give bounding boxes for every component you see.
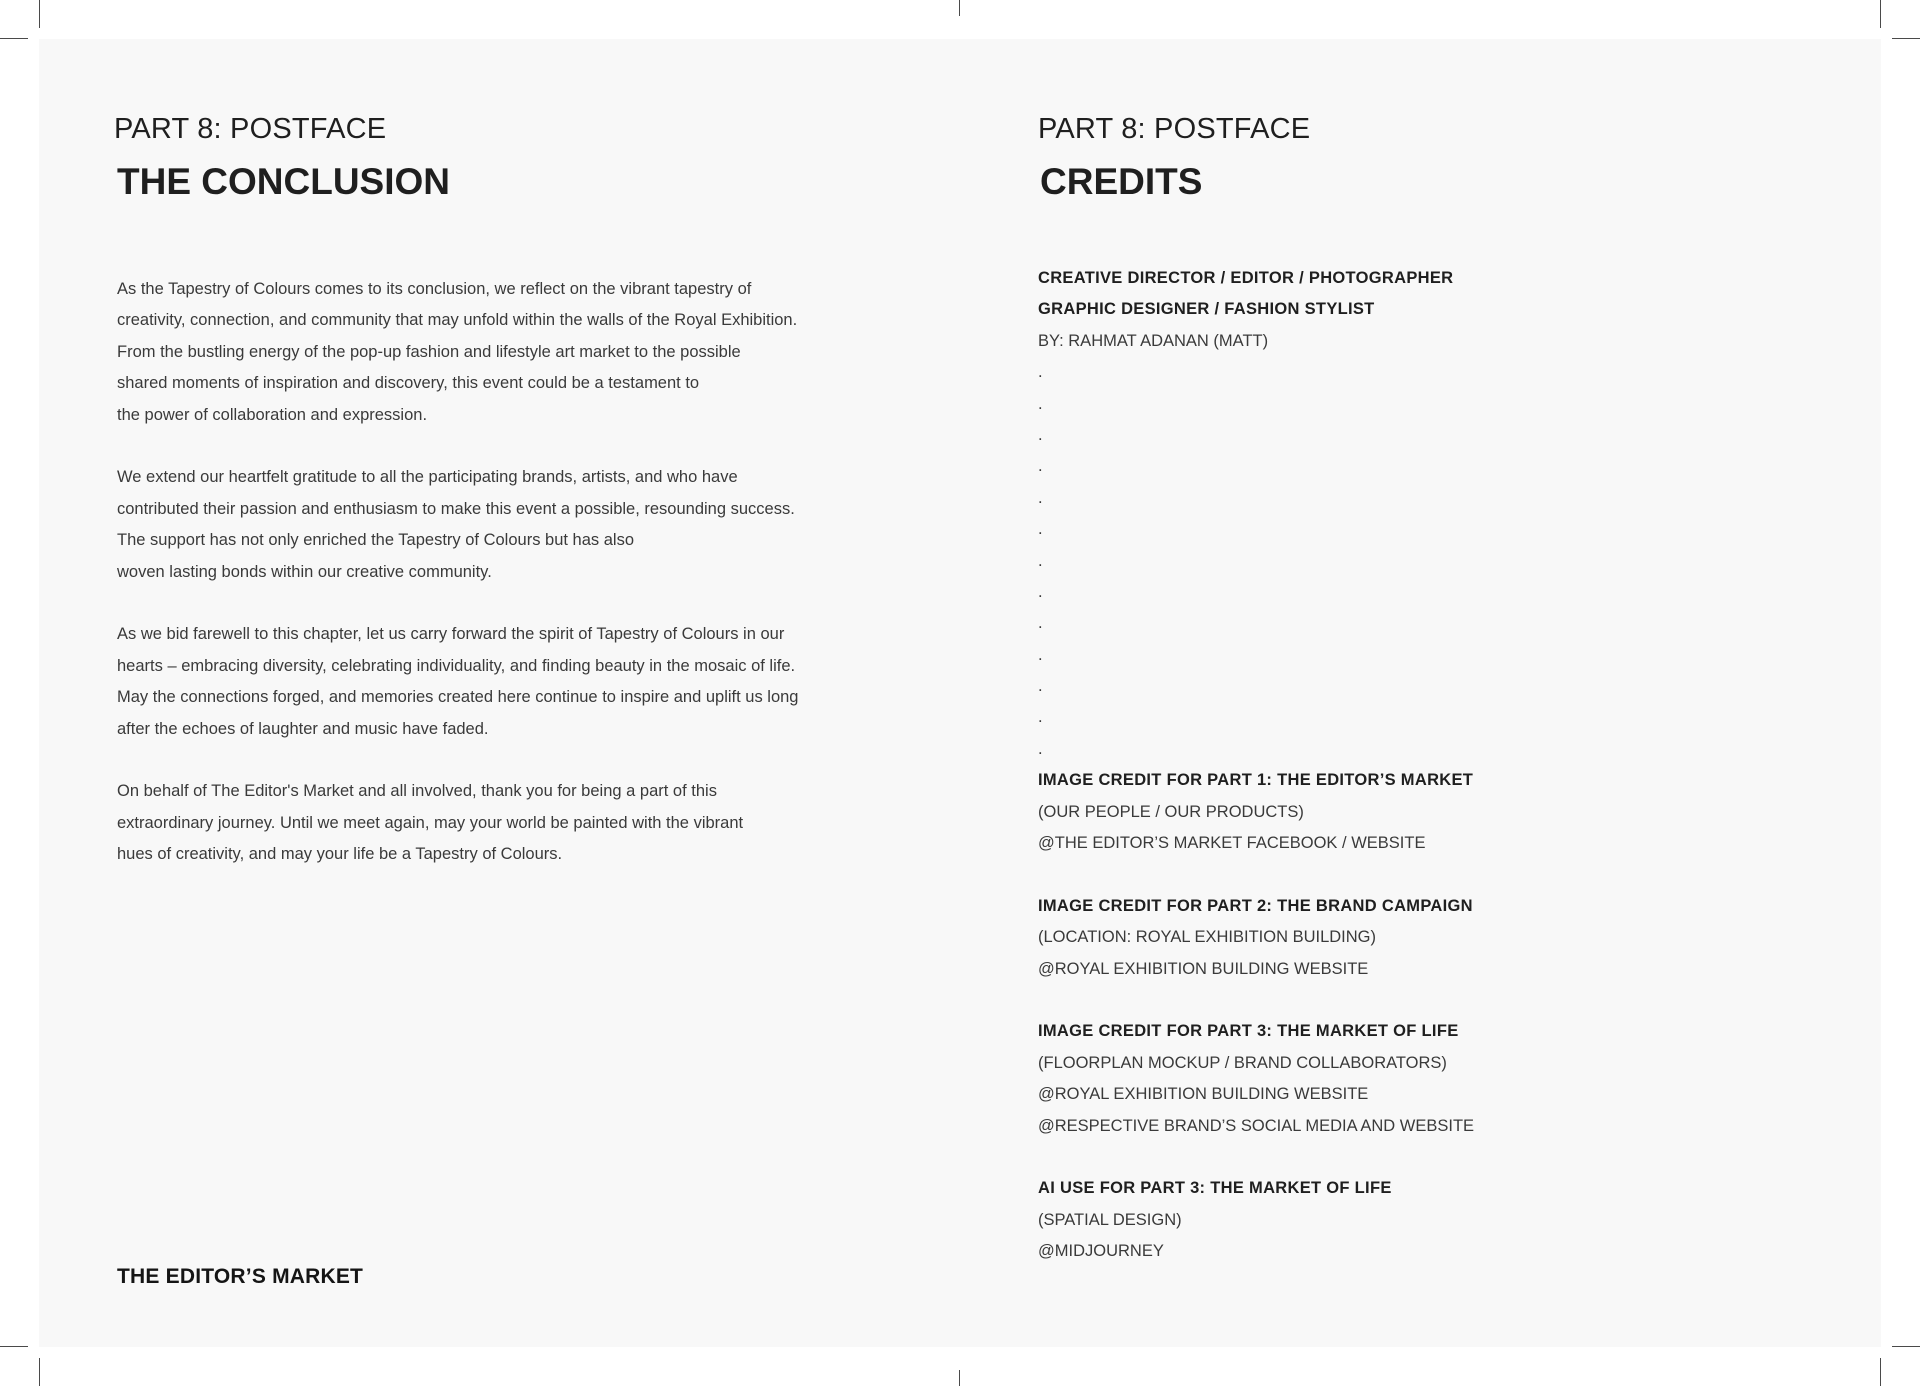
credit-line: (LOCATION: ROYAL EXHIBITION BUILDING) xyxy=(1038,928,1376,947)
crop-mark xyxy=(39,0,40,28)
crop-mark xyxy=(1880,1358,1881,1386)
credit-line: @MIDJOURNEY xyxy=(1038,1242,1164,1261)
credits-title: CREDITS xyxy=(1040,161,1203,202)
spacer-dot: . xyxy=(1038,614,1043,633)
right-section-kicker: PART 8: POSTFACE xyxy=(1038,113,1311,145)
crop-mark xyxy=(959,1370,960,1386)
credit-spacer xyxy=(1038,1142,1798,1173)
credits-list xyxy=(1038,263,1798,1268)
spacer-dot: . xyxy=(1038,520,1043,539)
credit-heading: IMAGE CREDIT FOR PART 1: THE EDITOR’S MARKET xyxy=(1038,771,1474,790)
credit-line: (SPATIAL DESIGN) xyxy=(1038,1210,1182,1229)
crop-mark xyxy=(1880,0,1881,28)
crop-mark xyxy=(1892,38,1920,39)
conclusion-title: THE CONCLUSION xyxy=(117,161,450,202)
spacer-dot: . xyxy=(1038,457,1043,476)
crop-mark xyxy=(1892,1346,1920,1347)
footer-brand-logo: THE EDITOR’S MARKET xyxy=(117,1265,364,1288)
spacer-dot: . xyxy=(1038,677,1043,696)
conclusion-paragraph: We extend our heartfelt gratitude to all the participating brands, artists, and who have contributed their passion and enthusiasm to make this event a possible, resounding success. The support has not only enriched the Tapestry of Colours but has also woven lasting bonds within our creative community. xyxy=(117,468,795,581)
spacer-dot: . xyxy=(1038,425,1043,444)
credit-line: @THE EDITOR’S MARKET FACEBOOK / WEBSITE xyxy=(1038,834,1426,853)
spacer-dot: . xyxy=(1038,739,1043,758)
crop-mark xyxy=(39,1358,40,1386)
credit-line: (OUR PEOPLE / OUR PRODUCTS) xyxy=(1038,802,1304,821)
credit-line: @ROYAL EXHIBITION BUILDING WEBSITE xyxy=(1038,1085,1369,1104)
conclusion-paragraph: As the Tapestry of Colours comes to its conclusion, we reflect on the vibrant tapestry of creativity, connection, and community that may unfold within the walls of the Royal Exhibition. From the bustling energy of the pop-up fashion and lifestyle art market to the possible shared moments of inspiration and discovery, this event could be a testament to the power of collaboration and expression. xyxy=(117,280,798,424)
credit-heading: IMAGE CREDIT FOR PART 2: THE BRAND CAMPAIGN xyxy=(1038,896,1473,915)
spacer-dot: . xyxy=(1038,582,1043,601)
spacer-dot: . xyxy=(1038,645,1043,664)
conclusion-paragraph: On behalf of The Editor's Market and all involved, thank you for being a part of this extraordinary journey. Until we meet again, may your world be painted with the vibrant hues of creativity, and may your life be a Tapestry of Colours. xyxy=(117,782,744,864)
credit-heading: IMAGE CREDIT FOR PART 3: THE MARKET OF LIFE xyxy=(1038,1022,1459,1041)
credit-line: @RESPECTIVE BRAND’S SOCIAL MEDIA AND WEBSITE xyxy=(1038,1116,1475,1135)
credit-spacer xyxy=(1038,985,1798,1016)
credit-line: @ROYAL EXHIBITION BUILDING WEBSITE xyxy=(1038,959,1369,978)
credit-heading: AI USE FOR PART 3: THE MARKET OF LIFE xyxy=(1038,1179,1392,1198)
credit-spacer xyxy=(1038,859,1798,890)
conclusion-body xyxy=(117,274,877,902)
conclusion-paragraph: As we bid farewell to this chapter, let us carry forward the spirit of Tapestry of Colours in our hearts – embracing diversity, celebrating individuality, and finding beauty in the mosaic of life. May the connections forged, and memories created here continue to inspire and uplift us long after the echoes of laughter and music have faded. xyxy=(117,625,799,738)
credit-line: (FLOORPLAN MOCKUP / BRAND COLLABORATORS) xyxy=(1038,1053,1447,1072)
credit-author: BY: RAHMAT ADANAN (MATT) xyxy=(1038,331,1269,350)
spacer-dot: . xyxy=(1038,551,1043,570)
crop-mark xyxy=(959,0,960,16)
spacer-dot: . xyxy=(1038,708,1043,727)
spacer-dot: . xyxy=(1038,363,1043,382)
crop-mark xyxy=(0,1346,28,1347)
left-section-kicker: PART 8: POSTFACE xyxy=(114,113,387,145)
spacer-dot: . xyxy=(1038,488,1043,507)
credit-role-line: GRAPHIC DESIGNER / FASHION STYLIST xyxy=(1038,300,1375,319)
crop-mark xyxy=(0,38,28,39)
credit-role-line: CREATIVE DIRECTOR / EDITOR / PHOTOGRAPHER xyxy=(1038,269,1454,287)
spacer-dot: . xyxy=(1038,394,1043,413)
